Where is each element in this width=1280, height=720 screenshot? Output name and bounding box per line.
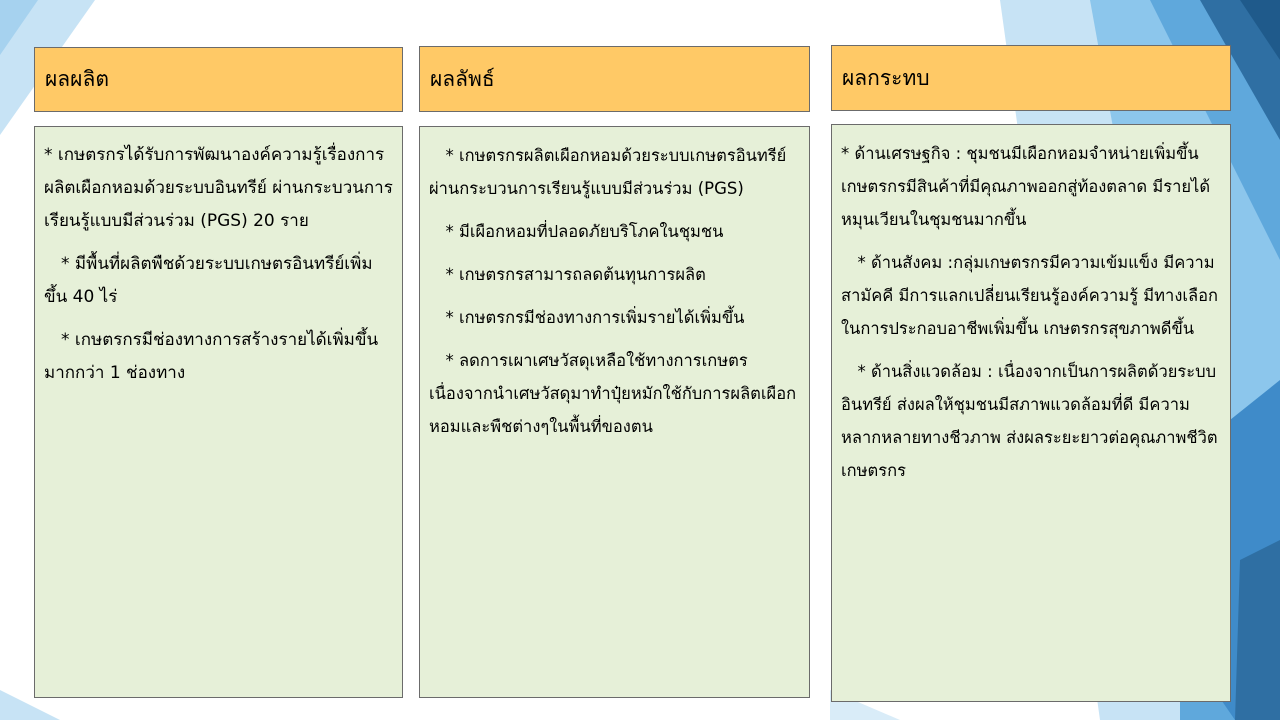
- column-header-impact-label: ผลกระทบ: [842, 65, 930, 90]
- outcome-item-1: * เกษตรกรผลิตเผือกหอมด้วยระบบเกษตรอินทรีย์ ผ่านกระบวนการเรียนรู้แบบมีส่วนร่วม (PGS): [429, 146, 787, 198]
- column-header-output-label: ผลผลิต: [45, 67, 109, 91]
- outcome-item-5: * ลดการเผาเศษวัสดุเหลือใช้ทางการเกษตร เนื่องจากนำเศษวัสดุมาทำปุ๋ยหมักใช้กับการผลิตเผือกหอมและพืชต่างๆในพื้นที่ของตน: [429, 351, 797, 436]
- outcome-item-4: * เกษตรกรมีช่องทางการเพิ่มรายได้เพิ่มขึ้น: [445, 308, 745, 327]
- column-body-impact: [831, 124, 1231, 702]
- output-item-1: * เกษตรกรได้รับการพัฒนาองค์ความรู้เรื่องการผลิตเผือกหอมด้วยระบบอินทรีย์ ผ่านกระบวนการเรียนรู้แบบมีส่วนร่วม (PGS) 20 ราย: [44, 145, 393, 231]
- output-item-2: * มีพื้นที่ผลิตพืชด้วยระบบเกษตรอินทรีย์เพิ่มขึ้น 40 ไร่: [44, 254, 373, 307]
- column-body-outcome: [419, 126, 810, 698]
- output-item-3: * เกษตรกรมีช่องทางการสร้างรายได้เพิ่มขึ้นมากกว่า 1 ช่องทาง: [44, 330, 379, 383]
- outcome-item-2: * มีเผือกหอมที่ปลอดภัยบริโภคในชุมชน: [445, 222, 724, 241]
- impact-item-social: * ด้านสังคม :กลุ่มเกษตรกรมีความเข้มแข็ง มีความสามัคคี มีการแลกเปลี่ยนเรียนรู้องค์ความรู้ มีทางเลือกในการประกอบอาชีพเพิ่มขึ้น เกษตรกรสุขภาพดีขึ้น: [841, 253, 1219, 338]
- column-header-outcome: [419, 46, 810, 112]
- column-header-output: [34, 47, 403, 112]
- column-header-outcome-label: ผลลัพธ์: [430, 66, 495, 91]
- impact-item-economic: * ด้านเศรษฐกิจ : ชุมชนมีเผือกหอมจำหน่ายเพิ่มขึ้น เกษตรกรมีสินค้าที่มีคุณภาพออกสู่ท้องตลาด มีรายได้หมุนเวียนในชุมชนมากขึ้น: [841, 144, 1211, 229]
- column-header-impact: [831, 45, 1231, 111]
- impact-item-environment: * ด้านสิ่งแวดล้อม : เนื่องจากเป็นการผลิตด้วยระบบอินทรีย์ ส่งผลให้ชุมชนมีสภาพแวดล้อมที่ดี มีความหลากหลายทางชีวภาพ ส่งผลระยะยาวต่อคุณภาพชีวิตเกษตรกร: [841, 362, 1218, 480]
- outcome-item-3: * เกษตรกรสามารถลดต้นทุนการผลิต: [445, 265, 706, 284]
- column-body-output: [34, 126, 403, 698]
